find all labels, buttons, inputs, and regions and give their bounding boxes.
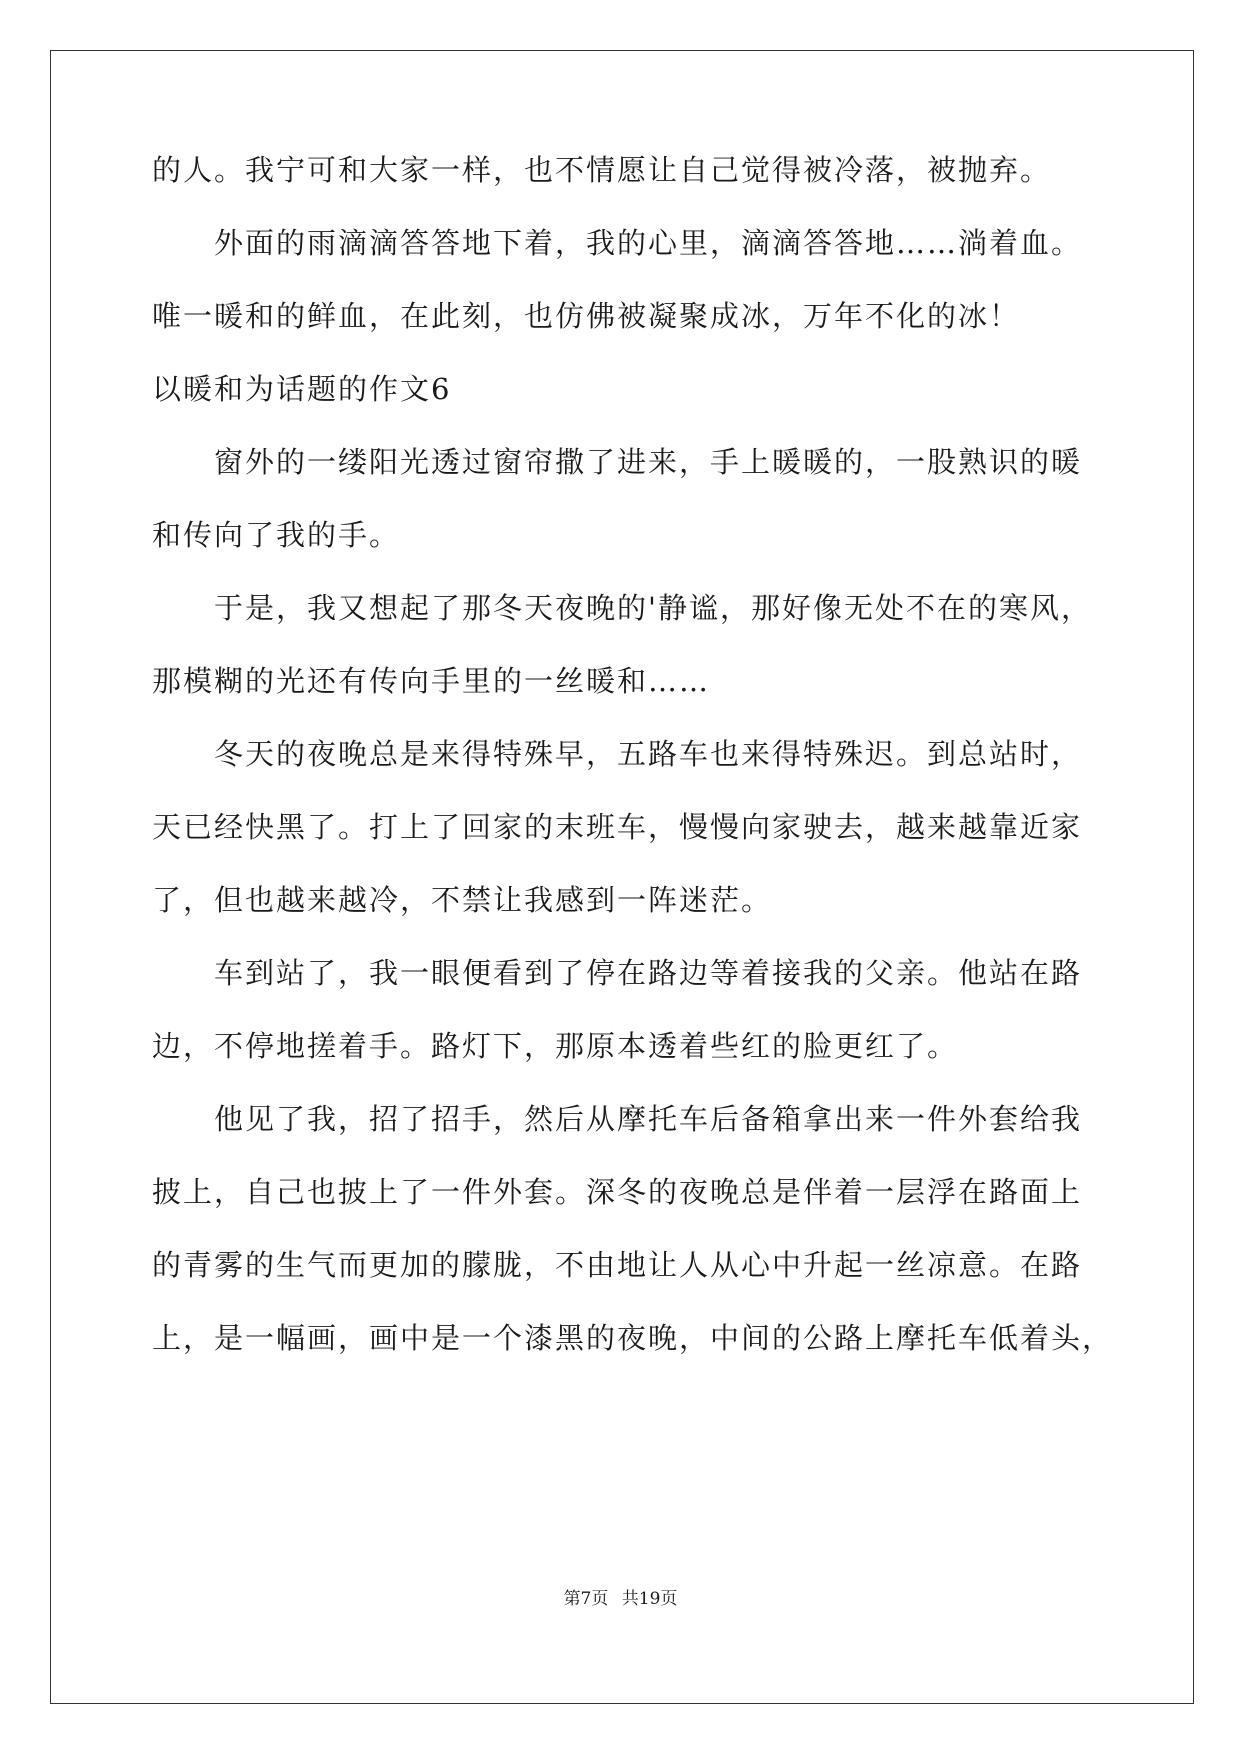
- paragraph-start: 外面的雨滴滴答答地下着，我的心里，滴滴答答地……淌着血。: [214, 226, 1083, 260]
- text-line: 上，是一幅画，画中是一个漆黑的夜晚，中间的公路上摩托车低着头，: [152, 1321, 1114, 1355]
- paragraph-start: 车到站了，我一眼便看到了停在路边等着接我的父亲。他站在路: [214, 956, 1083, 990]
- paragraph-start: 冬天的夜晚总是来得特殊早，五路车也来得特殊迟。到总站时，: [214, 737, 1083, 771]
- page-total: 共19页: [621, 1589, 678, 1609]
- text-line: 唯一暖和的鲜血，在此刻，也仿佛被凝聚成冰，万年不化的冰！: [152, 299, 1021, 333]
- paragraph-start: 他见了我，招了招手，然后从摩托车后备箱拿出来一件外套给我: [214, 1102, 1083, 1136]
- page-footer: [0, 1588, 1241, 1610]
- section-heading: 以暖和为话题的作文6: [152, 372, 452, 406]
- text-line: 的人。我宁可和大家一样，也不情愿让自己觉得被冷落，被抛弃。: [152, 153, 1052, 187]
- paragraph-start: 窗外的一缕阳光透过窗帘撒了进来，手上暖暖的，一股熟识的暖: [214, 445, 1083, 479]
- text-line: 边，不停地搓着手。路灯下，那原本透着些红的脸更红了。: [152, 1029, 959, 1063]
- text-line: 那模糊的光还有传向手里的一丝暖和……: [152, 664, 711, 698]
- text-line: 披上，自己也披上了一件外套。深冬的夜晚总是伴着一层浮在路面上: [152, 1175, 1083, 1209]
- text-line: 了，但也越来越冷，不禁让我感到一阵迷茫。: [152, 883, 773, 917]
- text-line: 的青雾的生气而更加的朦胧，不由地让人从心中升起一丝凉意。在路: [152, 1248, 1083, 1282]
- text-line: 和传向了我的手。: [152, 518, 401, 552]
- paragraph-start: 于是，我又想起了那冬天夜晚的'静谧，那好像无处不在的寒风，: [214, 591, 1092, 625]
- page-number: 第7页: [563, 1589, 609, 1609]
- text-line: 天已经快黑了。打上了回家的末班车，慢慢向家驶去，越来越靠近家: [152, 810, 1083, 844]
